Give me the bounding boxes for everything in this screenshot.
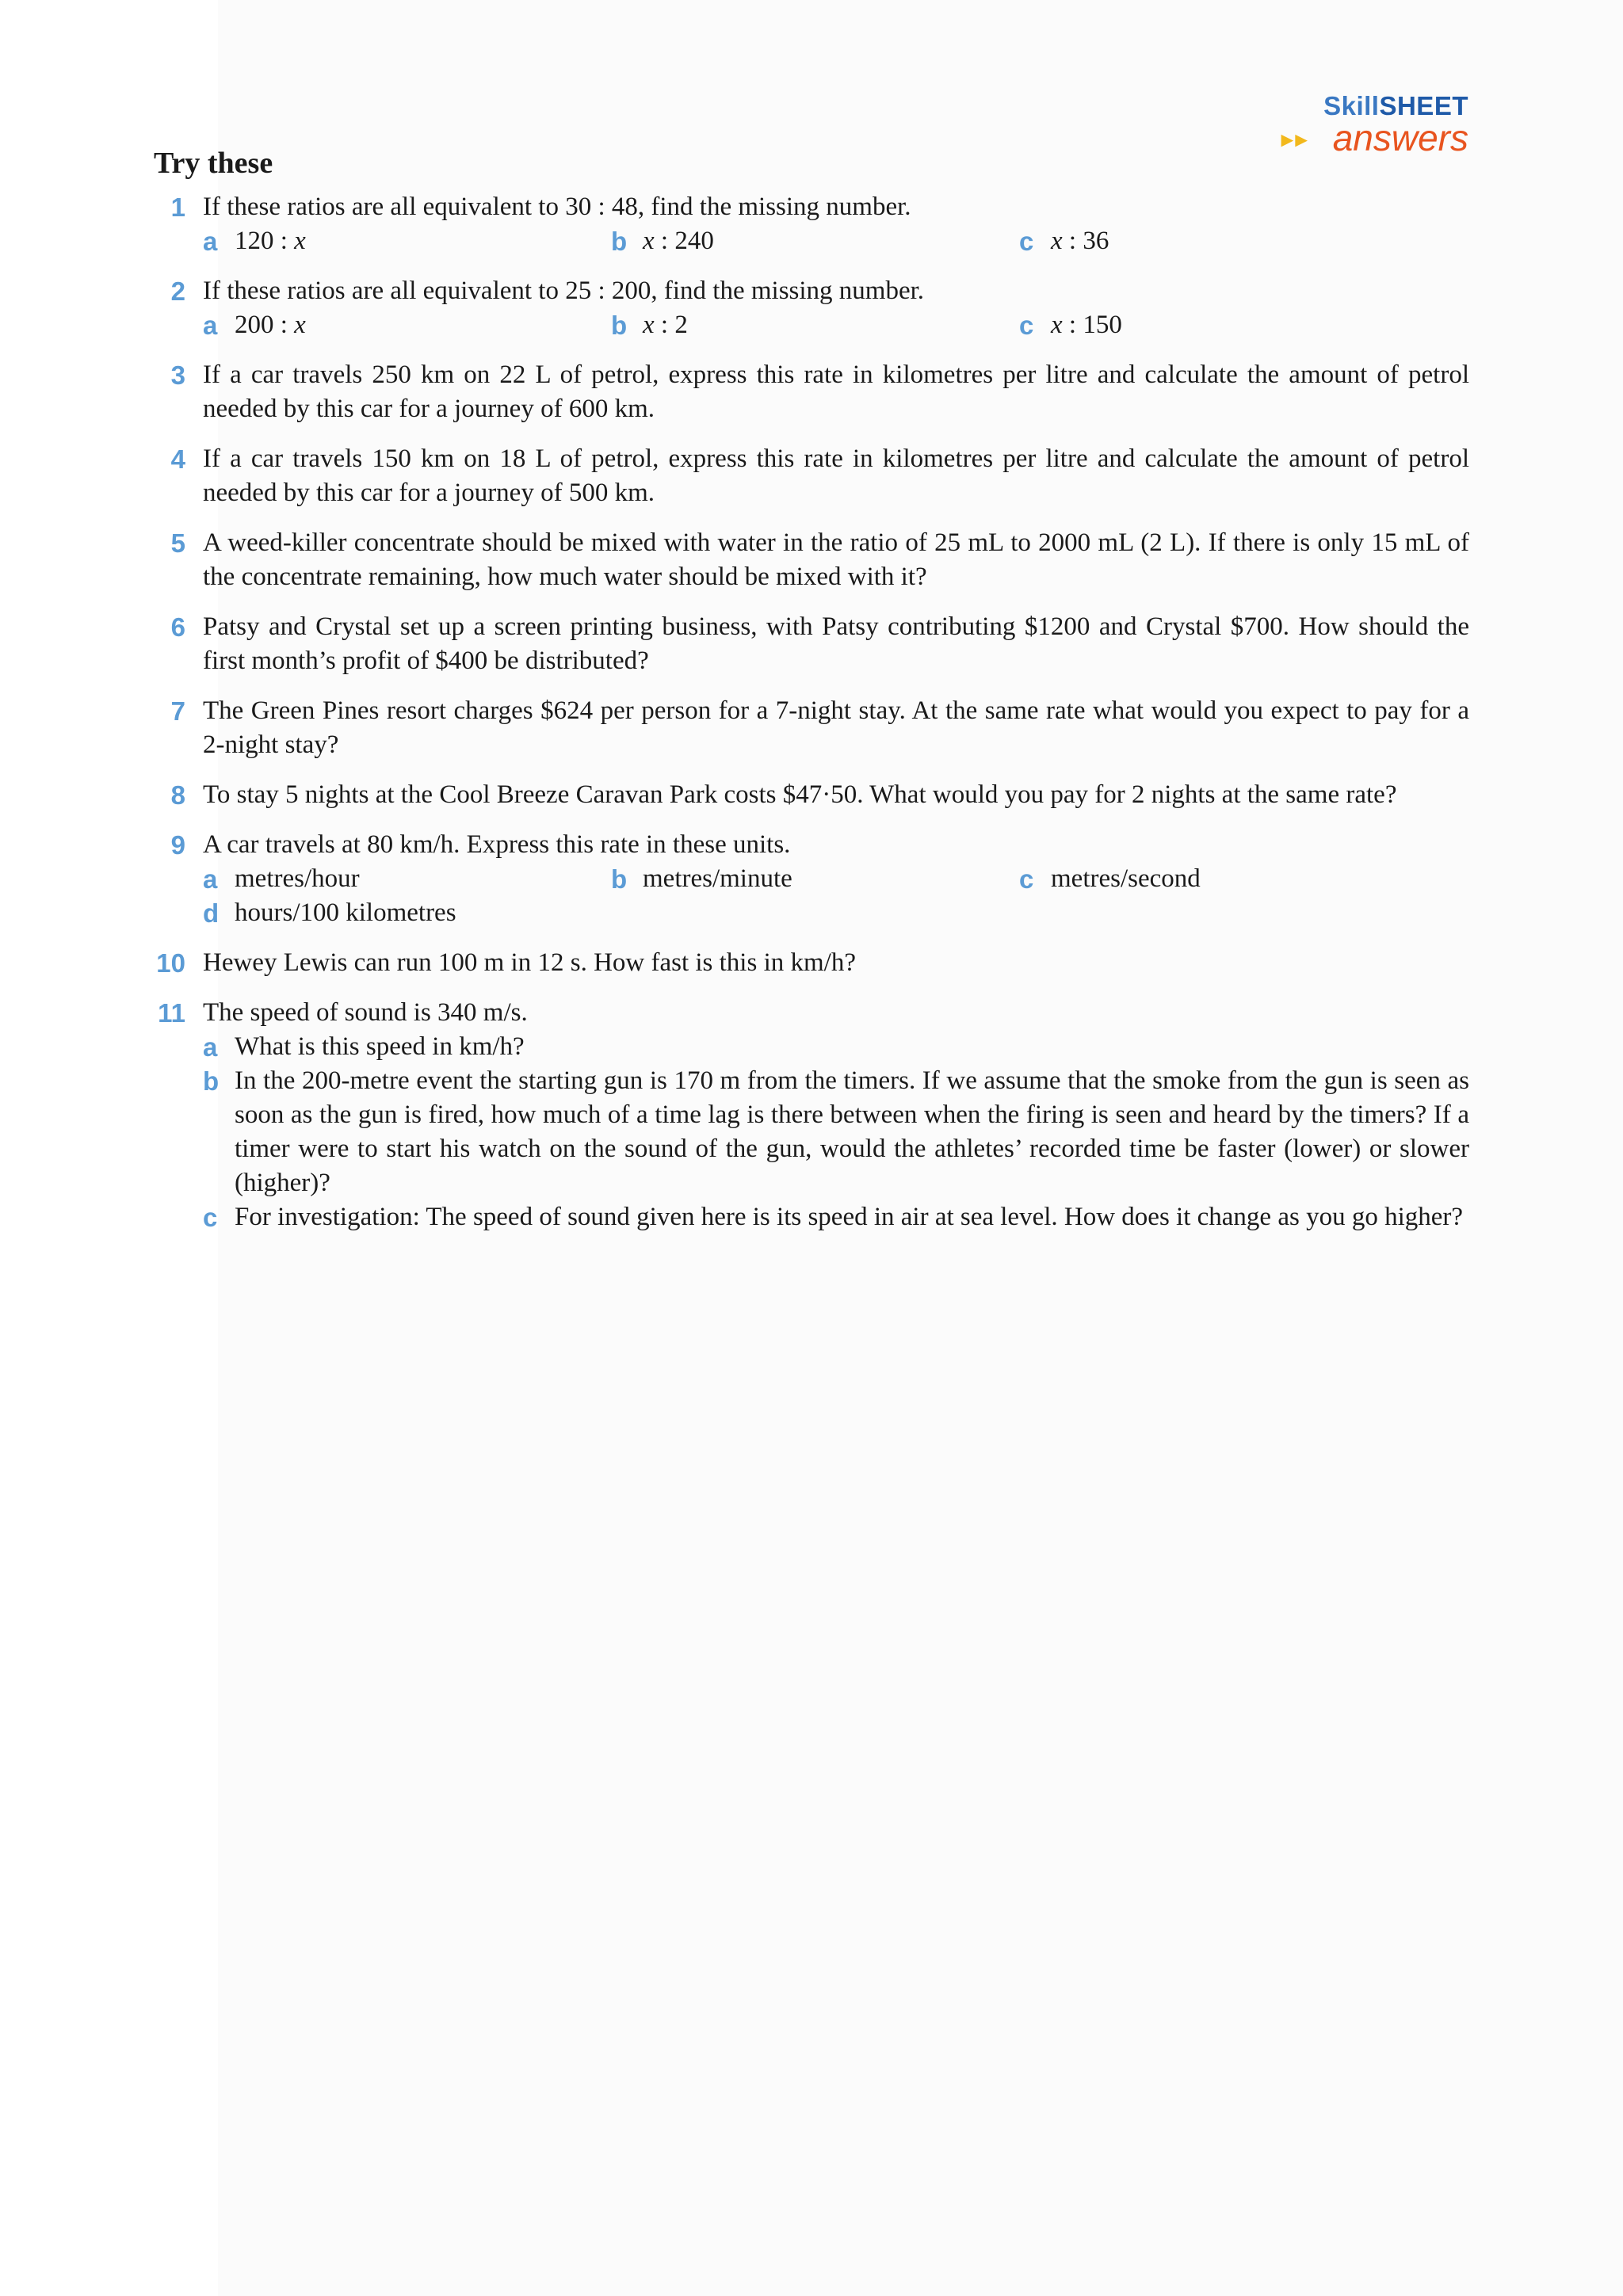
part-a [203,224,611,258]
variable: x [643,311,655,339]
variable: x [1051,227,1063,255]
question-7 [154,694,1469,762]
part-c [203,1200,1469,1234]
variable: x [294,311,306,339]
question-1 [154,190,1469,258]
part-text: In the 200-metre event the starting gun is 170 m from the timers. If we assume that the smoke from the gun is seen as soon as the gun is fired, how much of a time lag is there between when the firing is seen and heard by the timers? If a timer were to start his watch on the sound of the gun, would the athletes’ recorded time be faster (lower) or slower (higher)? [235,1066,1469,1197]
part-label: c [1019,864,1034,894]
question-text: A weed-killer concentrate should be mixed with water in the ratio of 25 mL to 2000 mL (2 L). If there is only 15 mL of the concentrate remaining, how much water should be mixed with it? [203,528,1469,591]
question-text: The Green Pines resort charges $624 per person for a 7-night stay. At the same rate what would you expect to pay for a 2-night stay? [203,696,1469,759]
question-number: 5 [170,528,185,558]
part-text: : 2 [654,311,688,339]
part-label: d [203,898,220,928]
worksheet-content [154,144,1469,1250]
question-number: 11 [158,998,185,1028]
question-number: 2 [170,277,185,306]
section-heading: Try these [154,147,273,180]
logo-answers: answers [1332,117,1468,158]
part-label: b [611,227,628,256]
question-number: 6 [170,612,185,642]
part-text: metres/hour [235,864,360,893]
part-d [203,896,1469,930]
part-text: : 240 [654,227,714,255]
question-text: If these ratios are all equivalent to 25 : 200, find the missing number. [203,277,925,305]
part-c [1019,308,1427,342]
variable: x [294,227,306,255]
part-label: a [203,311,218,340]
question-number: 3 [170,360,185,390]
logo-line-1 [1323,92,1468,120]
part-label: a [203,227,218,256]
part-text: What is this speed in km/h? [235,1032,525,1061]
part-label: b [611,864,628,894]
question-text: If a car travels 250 km on 22 L of petrol, express this rate in kilometres per litre and calculate the amount of petrol needed by this car for a journey of 600 km. [203,360,1469,423]
part-text: : 36 [1062,227,1109,255]
part-label: c [203,1203,218,1232]
question-number: 4 [170,444,185,474]
question-parts [203,1030,1469,1234]
logo-skill: Skill [1323,91,1380,120]
question-number: 10 [156,948,185,978]
question-parts [203,308,1469,342]
part-label: c [1019,311,1034,340]
part-label: b [611,311,628,340]
variable: x [1051,311,1063,339]
part-label: c [1019,227,1034,256]
question-parts [203,224,1469,258]
question-10 [154,946,1469,980]
question-text: A car travels at 80 km/h. Express this rate in these units. [203,830,791,859]
part-c [1019,224,1427,258]
part-text: : 150 [1062,311,1122,339]
question-4 [154,442,1469,510]
part-text: 120 : [235,227,295,255]
part-text: 200 : [235,311,295,339]
part-a [203,1030,1469,1064]
question-number: 9 [170,830,185,860]
logo-sheet: SHEET [1379,91,1468,120]
question-number: 8 [170,780,185,810]
part-label: a [203,864,218,894]
part-b [611,862,1019,896]
arrow-icon: ►► [1277,128,1305,151]
question-8 [154,778,1469,812]
question-text: To stay 5 nights at the Cool Breeze Caravan Park costs $47·50. What would you pay for 2 nights at the same rate? [203,780,1397,809]
part-label: b [203,1066,220,1096]
question-text: If a car travels 150 km on 18 L of petrol, express this rate in kilometres per litre and calculate the amount of petrol needed by this car for a journey of 500 km. [203,444,1469,507]
question-text: The speed of sound is 340 m/s. [203,998,528,1027]
question-parts [203,862,1469,930]
question-11 [154,996,1469,1234]
part-a [203,862,611,896]
question-5 [154,526,1469,594]
part-text: metres/second [1051,864,1201,893]
question-number: 7 [170,696,185,726]
question-6 [154,610,1469,678]
part-b [611,224,1019,258]
question-2 [154,274,1469,342]
part-a [203,308,611,342]
part-text: hours/100 kilometres [235,898,456,927]
part-label: a [203,1032,218,1062]
variable: x [643,227,655,255]
question-text: If these ratios are all equivalent to 30 : 48, find the missing number. [203,193,911,221]
part-b [203,1064,1469,1200]
part-text: For investigation: The speed of sound given here is its speed in air at sea level. How does it change as you go higher? [235,1203,1464,1231]
question-number: 1 [170,193,185,222]
question-3 [154,358,1469,426]
question-text: Patsy and Crystal set up a screen printing business, with Patsy contributing $1200 and Crystal $700. How should the first month’s profit of $400 be distributed? [203,612,1469,675]
part-c [1019,862,1427,896]
question-text: Hewey Lewis can run 100 m in 12 s. How fast is this in km/h? [203,948,856,977]
part-text: metres/minute [643,864,792,893]
question-9 [154,828,1469,930]
part-b [611,308,1019,342]
